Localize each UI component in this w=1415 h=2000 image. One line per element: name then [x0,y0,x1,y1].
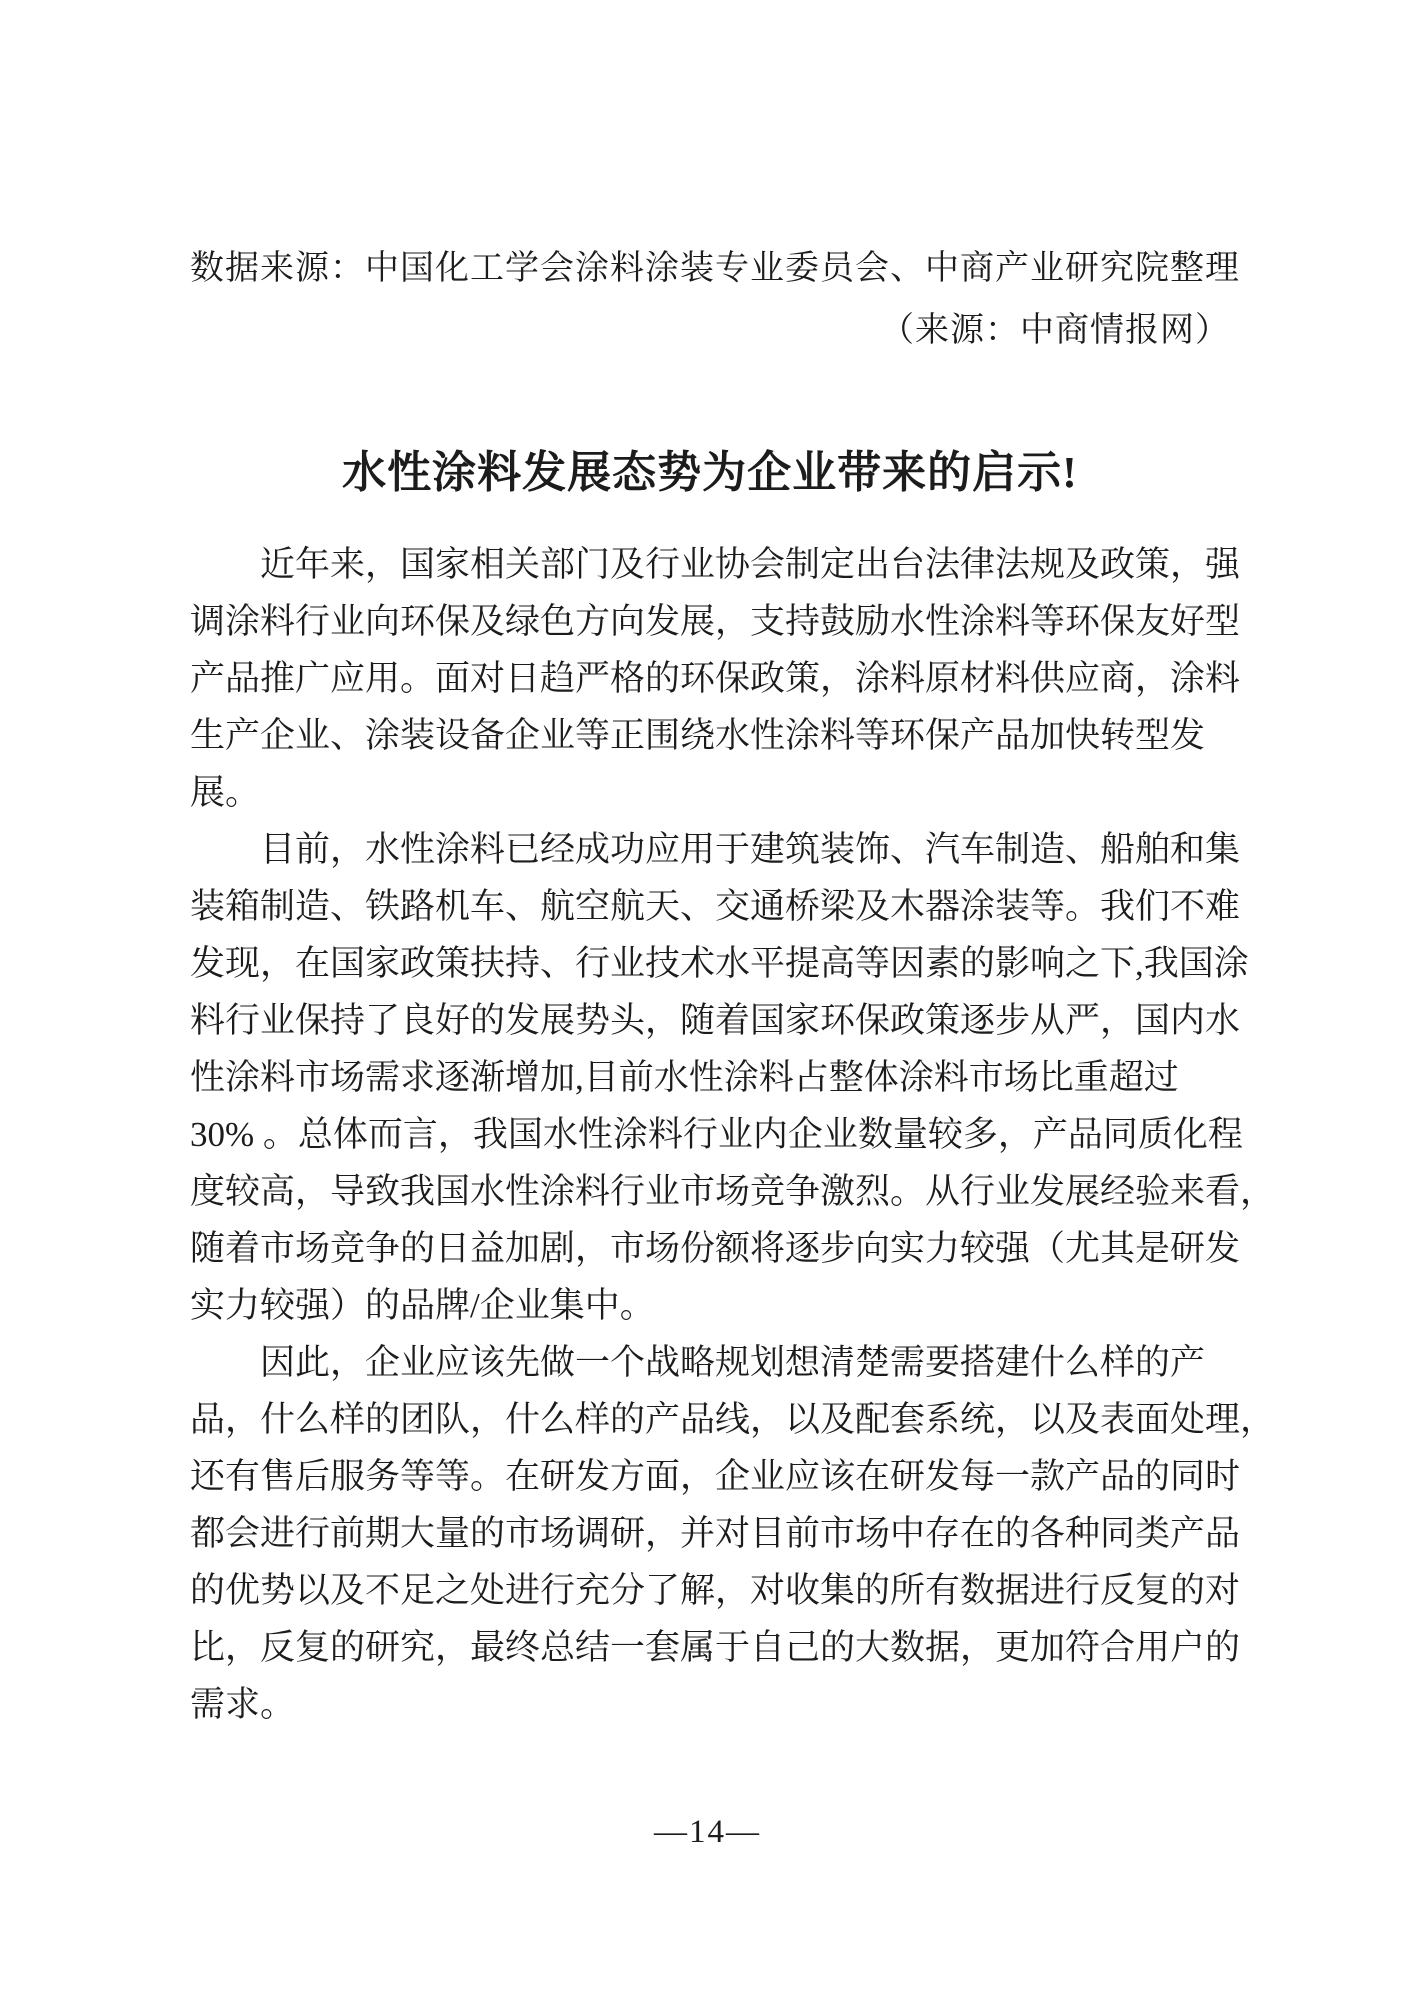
text-line: 度较高，导致我国水性涂料行业市场竞争激烈。从行业发展经验来看， [190,1172,1276,1211]
text-line: 发现，在国家政策扶持、行业技术水平提高等因素的影响之下,我国涂 [190,944,1249,983]
text-line: 装箱制造、铁路机车、航空航天、交通桥梁及木器涂装等。我们不难 [190,887,1241,926]
text-line: 目前，水性涂料已经成功应用于建筑装饰、汽车制造、船舶和集 [260,830,1241,869]
text-line: 品，什么样的团队，什么样的产品线，以及配套系统，以及表面处理， [190,1400,1276,1439]
text-line: 随着市场竞争的日益加剧，市场份额将逐步向实力较强（尤其是研发 [190,1229,1241,1268]
data-source-line: 数据来源：中国化工学会涂料涂装专业委员会、中商产业研究院整理 [190,250,1240,287]
text-line: 30% 。总体而言，我国水性涂料行业内企业数量较多，产品同质化程 [190,1115,1243,1154]
text-line: 还有售后服务等等。在研发方面，企业应该在研发每一款产品的同时 [190,1457,1241,1496]
text-line: 的优势以及不足之处进行充分了解，对收集的所有数据进行反复的对 [190,1571,1241,1610]
text-line: 料行业保持了良好的发展势头，随着国家环保政策逐步从严，国内水 [190,1001,1241,1040]
paragraph-2 [190,821,1276,1334]
text-line: 产品推广应用。面对日趋严格的环保政策，涂料原材料供应商，涂料 [190,659,1241,698]
text-line: 调涂料行业向环保及绿色方向发展，支持鼓励水性涂料等环保友好型 [190,602,1241,641]
data-source-note [190,238,1240,362]
article-title: 水性涂料发展态势为企业带来的启示! [342,448,1078,497]
article-body [190,536,1276,1733]
text-line: 展。 [190,773,261,812]
text-line: 都会进行前期大量的市场调研，并对目前市场中存在的各种同类产品 [190,1514,1241,1553]
text-line: 实力较强）的品牌/企业集中。 [190,1286,655,1325]
text-line: 比，反复的研究，最终总结一套属于自己的大数据，更加符合用户的 [190,1628,1241,1667]
page-number: —14— [654,1814,761,1850]
paragraph-3 [190,1334,1276,1733]
text-line: 需求。 [190,1685,296,1724]
text-line: 近年来，国家相关部门及行业协会制定出台法律法规及政策，强 [260,545,1241,584]
paragraph-1 [190,536,1270,821]
text-line: 性涂料市场需求逐渐增加,目前水性涂料占整体涂料市场比重超过 [190,1058,1179,1097]
text-line: 因此，企业应该先做一个战略规划想清楚需要搭建什么样的产 [260,1343,1206,1382]
source-credit-line: （来源：中商情报网） [880,312,1230,349]
text-line: 生产企业、涂装设备企业等正围绕水性涂料等环保产品加快转型发 [190,716,1206,755]
